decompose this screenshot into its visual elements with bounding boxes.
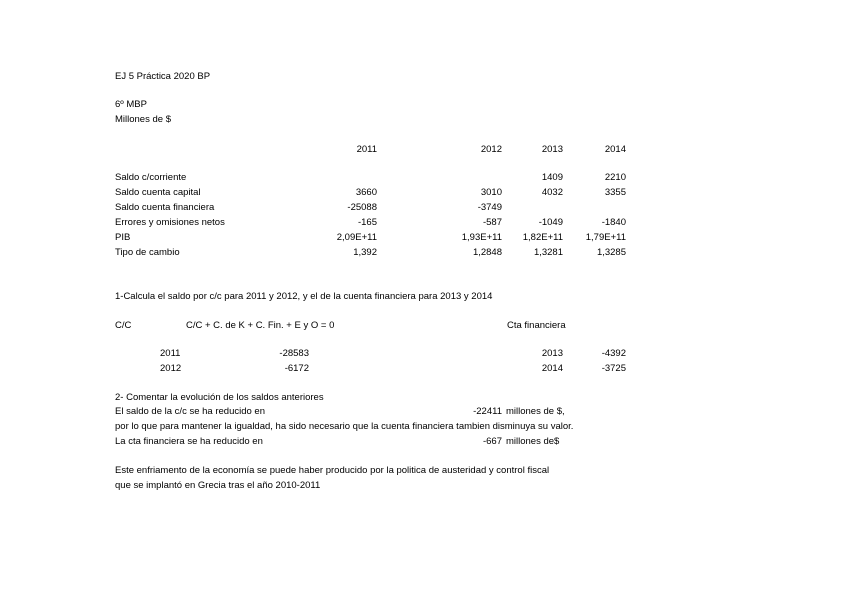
cc-reduction-unit: millones de $, (506, 406, 565, 417)
cell-2011: 2,09E+11 (336, 232, 377, 243)
row-label: Saldo cuenta capital (115, 187, 201, 198)
cf-result-year: 2013 (541, 348, 563, 359)
cf-reduction-unit: millones de$ (506, 436, 560, 447)
cell-2014: 2210 (604, 172, 626, 183)
cell-2011: -25088 (347, 202, 377, 213)
cell-2013: 4032 (541, 187, 563, 198)
subtitle: 6º MBP (115, 99, 147, 110)
cf-label: Cta financiera (507, 320, 566, 331)
cc-result-value: -6172 (284, 363, 309, 374)
explanation-line: por lo que para mantener la igualdad, ha sido necesario que la cuenta financiera tambien disminuya su valor. (115, 421, 574, 432)
cell-2014: -1840 (601, 217, 626, 228)
cf-result-year: 2014 (541, 363, 563, 374)
cell-2012: 1,93E+11 (461, 232, 502, 243)
row-label: Tipo de cambio (115, 247, 180, 258)
year-header-2012: 2012 (480, 144, 502, 155)
year-header-2013: 2013 (541, 144, 563, 155)
cell-2014: 1,79E+11 (585, 232, 626, 243)
cc-result-year: 2012 (160, 363, 182, 374)
cc-result-value: -28583 (279, 348, 309, 359)
cc-reduction-value: -22411 (473, 406, 502, 417)
document-title: EJ 5 Práctica 2020 BP (115, 71, 211, 82)
cell-2014: 1,3285 (596, 247, 626, 258)
cell-2012: 1,2848 (472, 247, 502, 258)
cell-2012: -587 (482, 217, 502, 228)
question-2-heading: 2- Comentar la evolución de los saldos anteriores (115, 392, 324, 403)
cell-2011: 3660 (355, 187, 377, 198)
cc-reduction-text: El saldo de la c/c se ha reducido en (115, 406, 265, 417)
conclusion-line: Este enfriamento de la economía se puede haber producido por la politica de austeridad y control fiscal (115, 465, 550, 476)
formula: C/C + C. de K + C. Fin. + E y O = 0 (186, 320, 335, 331)
row-label: PIB (115, 232, 131, 243)
row-label: Saldo c/corriente (115, 172, 187, 183)
cell-2013: 1409 (541, 172, 563, 183)
cell-2012: -3749 (477, 202, 502, 213)
cc-result-year: 2011 (160, 348, 181, 359)
cell-2013: 1,3281 (533, 247, 563, 258)
cf-result-value: -4392 (601, 348, 626, 359)
units-label: Millones de $ (115, 114, 171, 125)
cell-2013: 1,82E+11 (522, 232, 563, 243)
year-header-2011: 2011 (356, 144, 377, 155)
cell-2011: 1,392 (353, 247, 377, 258)
cf-result-value: -3725 (601, 363, 626, 374)
cf-reduction-value: -667 (482, 436, 502, 447)
row-label: Saldo cuenta financiera (115, 202, 215, 213)
row-label: Errores y omisiones netos (115, 217, 225, 228)
conclusion-line: que se implantó en Grecia tras el año 2010-2011 (115, 480, 321, 491)
cell-2013: -1049 (538, 217, 563, 228)
cc-label: C/C (115, 320, 132, 331)
year-header-2014: 2014 (604, 144, 626, 155)
cell-2012: 3010 (480, 187, 502, 198)
question-1: 1-Calcula el saldo por c/c para 2011 y 2012, y el de la cuenta financiera para 2013 y 2014 (115, 291, 493, 302)
cell-2014: 3355 (604, 187, 626, 198)
cf-reduction-text: La cta financiera se ha reducido en (115, 436, 263, 447)
cell-2011: -165 (357, 217, 377, 228)
